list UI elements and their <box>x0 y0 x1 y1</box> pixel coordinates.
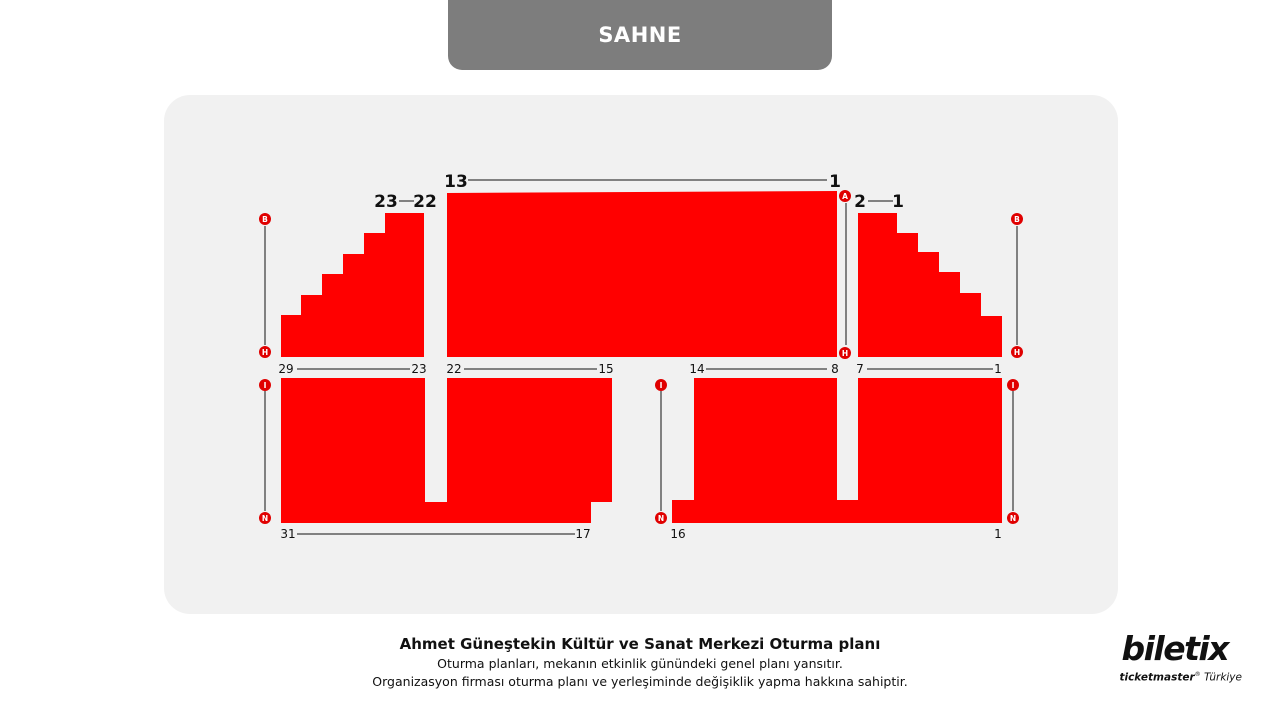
seat-label-center-top-start: 13 <box>444 172 468 192</box>
row-badge-n-left <box>259 512 271 524</box>
seat-label-left-lower-end: 23 <box>411 362 427 376</box>
seat-block-center-top[interactable] <box>447 191 837 357</box>
row-badge-h-center-text: H <box>841 348 849 358</box>
row-badge-i-left <box>259 379 271 391</box>
seat-block-left-top[interactable] <box>281 213 424 357</box>
row-badge-i-center-text: I <box>659 380 663 390</box>
seat-label-center-right-end: 8 <box>831 362 839 376</box>
row-badge-n-right <box>1007 512 1019 524</box>
seat-label-left-bottom-start: 31 <box>280 527 296 541</box>
seat-label-right-bottom-start: 16 <box>670 527 686 541</box>
row-badge-h-center <box>839 347 851 359</box>
seat-label-center-right-start: 14 <box>689 362 705 376</box>
row-badge-n-right-text: N <box>1009 513 1017 523</box>
row-badge-h-left <box>259 346 271 358</box>
row-badge-b-left <box>259 213 271 225</box>
seat-label-right-top-start: 2 <box>854 192 866 212</box>
seat-label-left-top-start: 23 <box>374 192 398 212</box>
row-badge-h-right-text: H <box>1013 347 1021 357</box>
stage-label: SAHNE <box>598 23 682 47</box>
row-badge-i-right-text: I <box>1011 380 1015 390</box>
row-badge-b-right <box>1011 213 1023 225</box>
venue-title: Ahmet Güneştekin Kültür ve Sanat Merkezi Oturma planı <box>399 635 881 653</box>
disclaimer-line-1: Oturma planları, mekanın etkinlik günündeki genel planı yansıtır. <box>437 656 843 671</box>
seat-label-right-lower-start: 7 <box>856 362 864 376</box>
seat-label-right-top-end: 1 <box>892 192 904 212</box>
seat-label-left-top-end: 22 <box>413 192 437 212</box>
seat-label-center-left-start: 22 <box>446 362 462 376</box>
row-badge-i-left-text: I <box>263 380 267 390</box>
seat-block-left-lower[interactable] <box>281 378 612 523</box>
brand-name: biletix <box>1121 629 1228 668</box>
row-badge-a <box>839 190 851 202</box>
row-badge-h-left-text: H <box>261 347 269 357</box>
row-badge-b-left-text: B <box>262 214 268 224</box>
row-badge-b-right-text: B <box>1014 214 1020 224</box>
seat-label-right-lower-end: 1 <box>994 362 1002 376</box>
row-badge-h-right <box>1011 346 1023 358</box>
disclaimer-line-2: Organizasyon firması oturma planı ve yerleşiminde değişiklik yapma hakkına sahiptir. <box>372 674 908 689</box>
row-badge-a-text: A <box>842 191 848 201</box>
seat-block-right-top[interactable] <box>858 213 1002 357</box>
row-badge-n-center <box>655 512 667 524</box>
seat-label-right-bottom-end: 1 <box>994 527 1002 541</box>
footer-info <box>300 633 980 691</box>
brand-logo <box>1112 630 1242 685</box>
row-badge-n-center-text: N <box>657 513 665 523</box>
seat-label-left-bottom-end: 17 <box>575 527 591 541</box>
brand-subline: ticketmaster® Türkiye <box>1119 671 1242 684</box>
seat-block-right-lower[interactable] <box>672 378 1002 523</box>
seat-label-left-lower-start: 29 <box>278 362 294 376</box>
row-badge-i-right <box>1007 379 1019 391</box>
row-badge-n-left-text: N <box>261 513 269 523</box>
row-badge-i-center <box>655 379 667 391</box>
brand-sub-name: ticketmaster <box>1119 671 1195 684</box>
brand-region: Türkiye <box>1203 671 1242 684</box>
seat-label-center-left-end: 15 <box>598 362 614 376</box>
seat-label-center-top-end: 1 <box>829 172 841 192</box>
